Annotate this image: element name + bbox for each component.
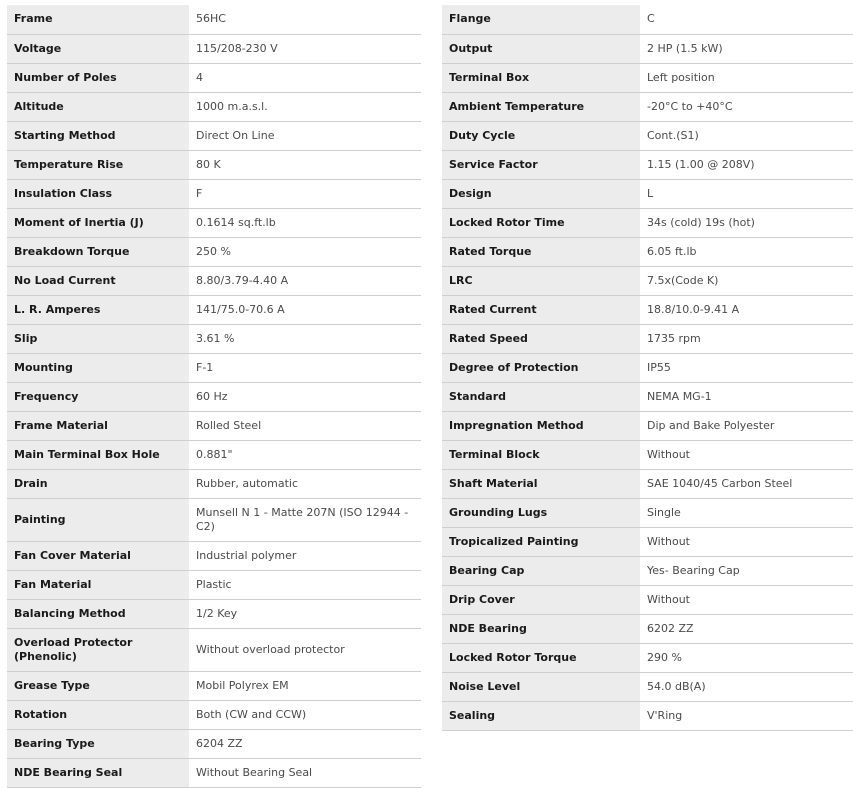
spec-value: Without [640, 585, 853, 614]
spec-row [442, 324, 853, 353]
spec-value: 0.1614 sq.ft.lb [189, 208, 421, 237]
spec-row [7, 34, 421, 63]
spec-value: 1735 rpm [640, 324, 853, 353]
spec-value: Without Bearing Seal [189, 758, 421, 787]
spec-row [7, 440, 421, 469]
spec-label: Voltage [7, 34, 189, 63]
spec-value: 54.0 dB(A) [640, 672, 853, 701]
spec-label: Rated Current [442, 295, 640, 324]
spec-row [7, 5, 421, 34]
spec-label: L. R. Amperes [7, 295, 189, 324]
spec-row [442, 672, 853, 701]
spec-row [442, 150, 853, 179]
spec-row [7, 237, 421, 266]
spec-label: Number of Poles [7, 63, 189, 92]
spec-value: Mobil Polyrex EM [189, 671, 421, 700]
spec-value: Left position [640, 63, 853, 92]
spec-label: Noise Level [442, 672, 640, 701]
spec-row [7, 208, 421, 237]
spec-label: Breakdown Torque [7, 237, 189, 266]
spec-label: Standard [442, 382, 640, 411]
spec-label: Mounting [7, 353, 189, 382]
spec-value: 250 % [189, 237, 421, 266]
spec-row [442, 34, 853, 63]
spec-value: Both (CW and CCW) [189, 700, 421, 729]
spec-row [7, 599, 421, 628]
spec-value: -20°C to +40°C [640, 92, 853, 121]
spec-value: Cont.(S1) [640, 121, 853, 150]
spec-value: 60 Hz [189, 382, 421, 411]
spec-value: 6202 ZZ [640, 614, 853, 643]
spec-value: 6.05 ft.lb [640, 237, 853, 266]
spec-label: Slip [7, 324, 189, 353]
spec-label: NDE Bearing [442, 614, 640, 643]
spec-row [7, 541, 421, 570]
spec-label: Grounding Lugs [442, 498, 640, 527]
spec-value: Dip and Bake Polyester [640, 411, 853, 440]
spec-label: Design [442, 179, 640, 208]
spec-row [442, 498, 853, 527]
spec-row [7, 411, 421, 440]
spec-value: Plastic [189, 570, 421, 599]
spec-value: IP55 [640, 353, 853, 382]
spec-value: C [640, 5, 853, 34]
spec-label: Grease Type [7, 671, 189, 700]
spec-label: Bearing Type [7, 729, 189, 758]
spec-row [7, 324, 421, 353]
spec-label: Flange [442, 5, 640, 34]
spec-row [7, 498, 421, 541]
spec-row [442, 295, 853, 324]
spec-table-left [7, 5, 421, 788]
spec-row [7, 382, 421, 411]
spec-row [7, 266, 421, 295]
spec-row [7, 179, 421, 208]
spec-row [442, 382, 853, 411]
spec-row [442, 63, 853, 92]
spec-value: Without [640, 527, 853, 556]
spec-label: Rated Speed [442, 324, 640, 353]
spec-label: Impregnation Method [442, 411, 640, 440]
spec-value: 3.61 % [189, 324, 421, 353]
spec-label: Ambient Temperature [442, 92, 640, 121]
spec-value: Yes- Bearing Cap [640, 556, 853, 585]
spec-label: Rated Torque [442, 237, 640, 266]
spec-row [442, 701, 853, 730]
spec-label: No Load Current [7, 266, 189, 295]
spec-row [442, 92, 853, 121]
spec-row [442, 585, 853, 614]
spec-row [442, 614, 853, 643]
spec-row [442, 440, 853, 469]
spec-value: 80 K [189, 150, 421, 179]
spec-row [7, 295, 421, 324]
spec-row [7, 469, 421, 498]
spec-row [7, 700, 421, 729]
spec-row [7, 63, 421, 92]
spec-label: Drain [7, 469, 189, 498]
spec-label: Degree of Protection [442, 353, 640, 382]
spec-value: 141/75.0-70.6 A [189, 295, 421, 324]
spec-value: Rubber, automatic [189, 469, 421, 498]
spec-label: Temperature Rise [7, 150, 189, 179]
spec-value: 4 [189, 63, 421, 92]
spec-label: Rotation [7, 700, 189, 729]
spec-value: 2 HP (1.5 kW) [640, 34, 853, 63]
spec-value: Single [640, 498, 853, 527]
spec-table-right [442, 5, 853, 731]
spec-row [7, 729, 421, 758]
spec-value: NEMA MG-1 [640, 382, 853, 411]
spec-value: SAE 1040/45 Carbon Steel [640, 469, 853, 498]
spec-label: Locked Rotor Torque [442, 643, 640, 672]
spec-value: 56HC [189, 5, 421, 34]
spec-row [7, 150, 421, 179]
spec-row [442, 556, 853, 585]
spec-value: Rolled Steel [189, 411, 421, 440]
spec-value: 6204 ZZ [189, 729, 421, 758]
spec-row [442, 643, 853, 672]
spec-label: Bearing Cap [442, 556, 640, 585]
spec-row [442, 411, 853, 440]
spec-row [7, 671, 421, 700]
spec-label: Overload Protector (Phenolic) [7, 628, 189, 671]
spec-label: Frequency [7, 382, 189, 411]
spec-row [7, 570, 421, 599]
spec-label: Fan Cover Material [7, 541, 189, 570]
spec-value: Munsell N 1 - Matte 207N (ISO 12944 - C2) [189, 498, 421, 541]
spec-label: Locked Rotor Time [442, 208, 640, 237]
spec-label: Balancing Method [7, 599, 189, 628]
spec-value: 0.881" [189, 440, 421, 469]
spec-row [442, 208, 853, 237]
spec-label: Insulation Class [7, 179, 189, 208]
spec-row [442, 469, 853, 498]
spec-label: Painting [7, 498, 189, 541]
spec-row [7, 121, 421, 150]
spec-value: 115/208-230 V [189, 34, 421, 63]
spec-value: Direct On Line [189, 121, 421, 150]
spec-label: Main Terminal Box Hole [7, 440, 189, 469]
spec-label: Terminal Block [442, 440, 640, 469]
spec-value: Without overload protector [189, 628, 421, 671]
spec-value: 18.8/10.0-9.41 A [640, 295, 853, 324]
spec-value: L [640, 179, 853, 208]
spec-label: Moment of Inertia (J) [7, 208, 189, 237]
spec-value: Industrial polymer [189, 541, 421, 570]
spec-row [442, 527, 853, 556]
spec-value: 290 % [640, 643, 853, 672]
spec-value: 1/2 Key [189, 599, 421, 628]
spec-label: Tropicalized Painting [442, 527, 640, 556]
spec-value: V'Ring [640, 701, 853, 730]
spec-value: F-1 [189, 353, 421, 382]
spec-row [7, 758, 421, 787]
spec-row [7, 353, 421, 382]
spec-label: NDE Bearing Seal [7, 758, 189, 787]
spec-value: 34s (cold) 19s (hot) [640, 208, 853, 237]
spec-value: 1.15 (1.00 @ 208V) [640, 150, 853, 179]
spec-row [442, 5, 853, 34]
spec-label: Output [442, 34, 640, 63]
spec-value: F [189, 179, 421, 208]
spec-label: Sealing [442, 701, 640, 730]
spec-row [442, 353, 853, 382]
spec-label: Fan Material [7, 570, 189, 599]
spec-value: 8.80/3.79-4.40 A [189, 266, 421, 295]
spec-label: Terminal Box [442, 63, 640, 92]
spec-label: Drip Cover [442, 585, 640, 614]
spec-label: Altitude [7, 92, 189, 121]
spec-label: Frame [7, 5, 189, 34]
spec-label: Duty Cycle [442, 121, 640, 150]
spec-value: Without [640, 440, 853, 469]
spec-value: 7.5x(Code K) [640, 266, 853, 295]
spec-row [442, 121, 853, 150]
spec-label: LRC [442, 266, 640, 295]
spec-label: Service Factor [442, 150, 640, 179]
spec-row [7, 628, 421, 671]
spec-value: 1000 m.a.s.l. [189, 92, 421, 121]
spec-row [442, 266, 853, 295]
spec-label: Shaft Material [442, 469, 640, 498]
spec-row [7, 92, 421, 121]
spec-row [442, 237, 853, 266]
spec-row [442, 179, 853, 208]
spec-label: Starting Method [7, 121, 189, 150]
spec-label: Frame Material [7, 411, 189, 440]
